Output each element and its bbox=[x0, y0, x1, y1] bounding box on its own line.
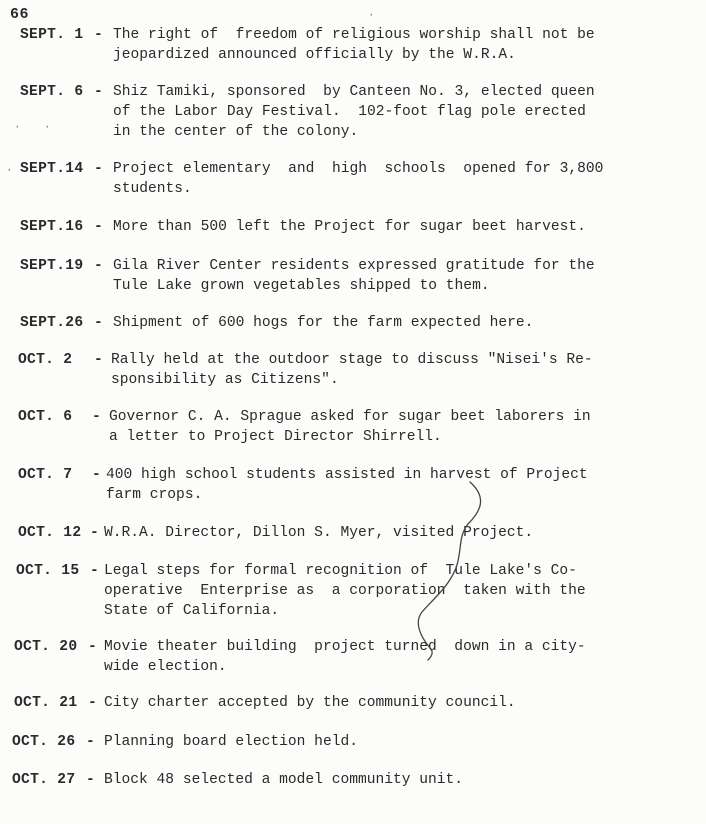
entry-date: SEPT.19 bbox=[20, 258, 84, 274]
scan-speck: · bbox=[6, 165, 13, 177]
entry-line: Shiz Tamiki, sponsored by Canteen No. 3, elected queen bbox=[113, 84, 595, 100]
entry-line: 400 high school students assisted in harvest of Project bbox=[106, 467, 588, 483]
entry-dash: - bbox=[94, 352, 103, 368]
entry-date: OCT. 2 bbox=[18, 352, 73, 368]
entry-line: Movie theater building project turned down in a city- bbox=[104, 639, 586, 655]
entry-date: SEPT. 6 bbox=[20, 84, 84, 100]
entry-line: of the Labor Day Festival. 102-foot flag pole erected bbox=[113, 104, 586, 120]
entry-dash: - bbox=[94, 84, 103, 100]
entry-line: wide election. bbox=[104, 659, 227, 675]
entry-dash: - bbox=[92, 467, 101, 483]
entry-dash: - bbox=[94, 219, 103, 235]
entry-line: Legal steps for formal recognition of Tule Lake's Co- bbox=[104, 563, 577, 579]
entry-dash: - bbox=[86, 772, 95, 788]
entry-line: Project elementary and high schools opened for 3,800 bbox=[113, 161, 604, 177]
entry-line: sponsibility as Citizens". bbox=[111, 372, 339, 388]
entry-dash: - bbox=[94, 27, 103, 43]
entry-line: students. bbox=[113, 181, 192, 197]
entry-line: Tule Lake grown vegetables shipped to them. bbox=[113, 278, 490, 294]
entry-line: a letter to Project Director Shirrell. bbox=[109, 429, 442, 445]
entry-dash: - bbox=[90, 563, 99, 579]
entry-line: in the center of the colony. bbox=[113, 124, 359, 140]
scan-speck: · bbox=[368, 10, 375, 22]
entry-line: Rally held at the outdoor stage to discuss "Nisei's Re- bbox=[111, 352, 593, 368]
entry-line: operative Enterprise as a corporation taken with the bbox=[104, 583, 586, 599]
entry-line: Gila River Center residents expressed gratitude for the bbox=[113, 258, 595, 274]
entry-line: farm crops. bbox=[106, 487, 203, 503]
scan-speck: · bbox=[14, 122, 21, 134]
entry-dash: - bbox=[90, 525, 99, 541]
entry-date: OCT. 20 bbox=[14, 639, 78, 655]
entry-dash: - bbox=[86, 734, 95, 750]
entry-date: SEPT.14 bbox=[20, 161, 84, 177]
entry-date: OCT. 27 bbox=[12, 772, 76, 788]
entry-date: SEPT. 1 bbox=[20, 27, 84, 43]
entry-line: W.R.A. Director, Dillon S. Myer, visited Project. bbox=[104, 525, 534, 541]
entry-date: OCT. 21 bbox=[14, 695, 78, 711]
entry-line: City charter accepted by the community council. bbox=[104, 695, 516, 711]
entry-dash: - bbox=[92, 409, 101, 425]
scan-speck: · bbox=[44, 122, 51, 134]
entry-dash: - bbox=[94, 161, 103, 177]
entry-dash: - bbox=[94, 315, 103, 331]
entry-date: OCT. 7 bbox=[18, 467, 73, 483]
entry-line: Block 48 selected a model community unit. bbox=[104, 772, 464, 788]
entry-line: jeopardized announced officially by the W.R.A. bbox=[113, 47, 516, 63]
entry-date: OCT. 12 bbox=[18, 525, 82, 541]
entry-line: Governor C. A. Sprague asked for sugar beet laborers in bbox=[109, 409, 591, 425]
entry-dash: - bbox=[94, 258, 103, 274]
entry-date: SEPT.26 bbox=[20, 315, 84, 331]
entry-date: OCT. 6 bbox=[18, 409, 73, 425]
entry-date: SEPT.16 bbox=[20, 219, 84, 235]
entry-line: Shipment of 600 hogs for the farm expected here. bbox=[113, 315, 534, 331]
page-number: 66 bbox=[10, 6, 30, 23]
entry-line: More than 500 left the Project for sugar beet harvest. bbox=[113, 219, 586, 235]
entry-line: Planning board election held. bbox=[104, 734, 358, 750]
entry-date: OCT. 15 bbox=[16, 563, 80, 579]
entry-line: State of California. bbox=[104, 603, 280, 619]
entry-dash: - bbox=[88, 639, 97, 655]
entry-date: OCT. 26 bbox=[12, 734, 76, 750]
entry-line: The right of freedom of religious worship shall not be bbox=[113, 27, 595, 43]
entry-dash: - bbox=[88, 695, 97, 711]
